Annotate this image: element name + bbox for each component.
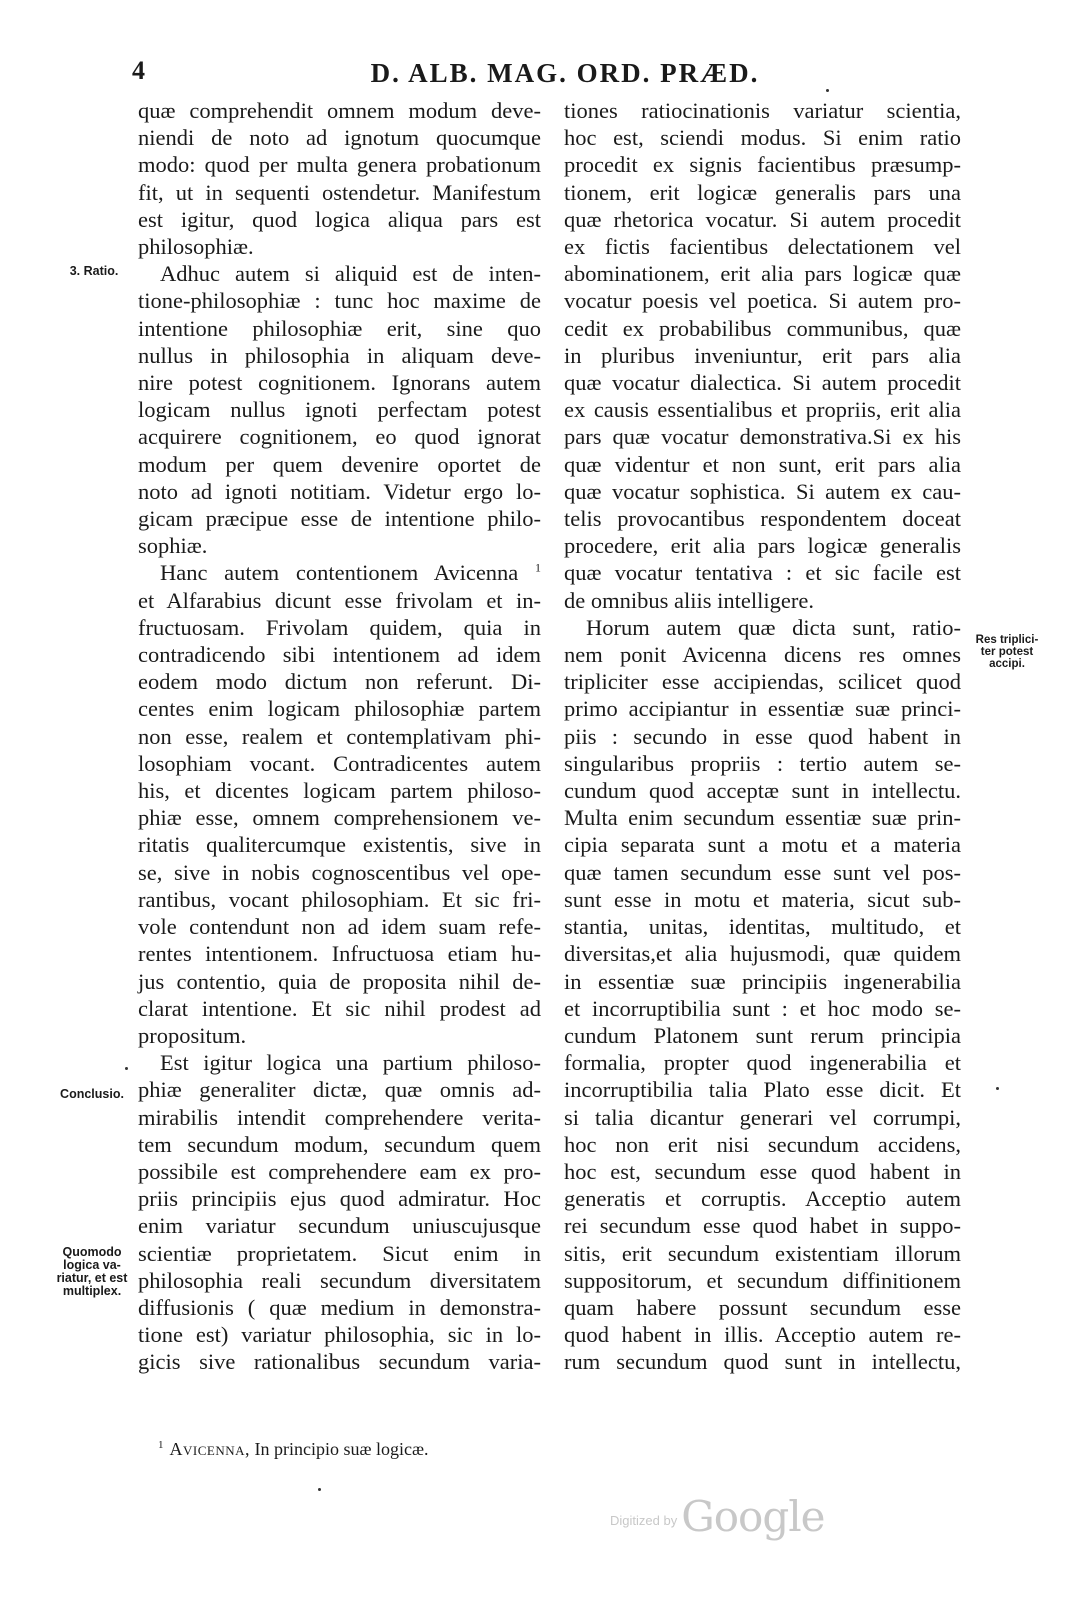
line-text: Horum autem quæ dicta sunt, ratio- — [586, 614, 961, 640]
line-text: Adhuc autem si aliquid est de inten- — [160, 261, 541, 287]
text-line — [138, 1104, 541, 1131]
line-text: incorruptibilia talia Plato esse dicit. Et — [564, 1077, 961, 1103]
watermark-prefix: Digitized by — [610, 1513, 678, 1528]
text-line — [138, 97, 541, 124]
footnote-author: Avicenna, — [169, 1439, 250, 1459]
margin-note-line: ter potest — [980, 646, 1034, 658]
text-line — [138, 260, 541, 287]
text-line — [138, 1022, 541, 1049]
line-text: telis provocantibus respondentem doceat — [564, 506, 961, 532]
text-line — [138, 478, 541, 505]
line-text: intentione philosophiæ erit, sine quo — [138, 315, 541, 341]
line-text: primo accipiantur in essentiæ suæ princi- — [564, 696, 961, 722]
line-text: est igitur, quod logica aliqua pars est — [138, 206, 541, 232]
text-line — [138, 369, 541, 396]
margin-note-line: multiplex. — [62, 1284, 122, 1298]
footnote-marker: 1 — [535, 560, 541, 575]
text-line — [138, 315, 541, 342]
text-line — [564, 995, 961, 1022]
line-text: modum per quem devenire oportet de — [138, 451, 541, 477]
text-line — [564, 559, 961, 586]
line-text: diffusionis ( quæ medium in demonstra- — [138, 1294, 541, 1320]
text-line — [138, 859, 541, 886]
line-text: Multa enim secundum essentiæ suæ prin- — [564, 805, 961, 831]
text-line — [564, 97, 961, 124]
text-line — [138, 1267, 541, 1294]
running-head: D. ALB. MAG. ORD. PRÆD. — [370, 58, 760, 88]
line-text: quæ vocatur tentativa : et sic facile est — [564, 560, 961, 586]
text-line — [564, 1049, 961, 1076]
text-line — [564, 260, 961, 287]
line-text: cundum quod acceptæ sunt in intellectu. — [564, 778, 961, 804]
text-line — [564, 614, 961, 641]
text-line — [564, 423, 961, 450]
line-text: si talia dicantur generari vel corrumpi, — [564, 1104, 961, 1130]
line-text: vocatur poesis vel poetica. Si autem pro- — [564, 288, 961, 314]
line-text: niendi de noto ad ignotum quocumque — [138, 125, 541, 151]
text-line — [564, 777, 961, 804]
text-line — [564, 1185, 961, 1212]
text-line — [564, 913, 961, 940]
line-text: gicam præcipue esse de intentione philo- — [138, 506, 541, 532]
footnote-text: In principio suæ logicæ. — [254, 1439, 429, 1459]
text-line — [138, 1240, 541, 1267]
line-text: quæ tamen secundum esse sunt vel pos- — [564, 859, 961, 885]
text-line — [564, 1022, 961, 1049]
line-text: ritatis qualitercumque existentis, sive in — [138, 832, 541, 858]
text-line — [564, 940, 961, 967]
margin-note-res — [962, 634, 1052, 670]
text-line — [564, 587, 961, 614]
text-line — [138, 1212, 541, 1239]
text-line — [564, 505, 961, 532]
text-line — [138, 505, 541, 532]
text-line — [564, 804, 961, 831]
line-text: phiæ esse, omnem comprehensionem ve- — [138, 805, 541, 831]
text-line — [564, 1294, 961, 1321]
line-text: quæ comprehendit omnem modum deve- — [138, 98, 541, 123]
line-text: philosophiæ. — [138, 234, 254, 260]
margin-note-line: accipi. — [989, 658, 1025, 670]
page-number: 4 — [132, 56, 145, 85]
text-line — [564, 641, 961, 668]
text-line — [564, 695, 961, 722]
line-text: acquirere cognitionem, eo quod ignorat — [138, 424, 541, 450]
text-line — [138, 1076, 541, 1103]
text-line — [138, 1321, 541, 1348]
line-text: priis principiis ejus quod admiratur. Hoc — [138, 1186, 541, 1212]
line-text: procedere, erit alia pars logicæ generalis — [564, 533, 961, 559]
line-text: rum secundum quod sunt in intellectu, — [564, 1349, 961, 1375]
line-text: cipia separata sunt a motu et a materia — [564, 832, 961, 858]
margin-note-line: riatur, et est — [56, 1271, 128, 1285]
text-line — [138, 886, 541, 913]
line-text: et incorruptibilia sunt : et hoc modo se- — [564, 995, 961, 1021]
line-text: Hanc autem contentionem Avicenna — [160, 560, 519, 586]
footnote — [158, 1439, 429, 1460]
text-line — [138, 1348, 541, 1375]
text-line — [564, 968, 961, 995]
line-text: sitis, erit secundum existentiam illorum — [564, 1240, 961, 1266]
line-text: gicis sive rationalibus secundum varia- — [138, 1349, 541, 1375]
text-line — [138, 451, 541, 478]
line-text: abominationem, erit alia pars logicæ quæ — [564, 261, 961, 287]
text-line — [138, 668, 541, 695]
speck — [125, 1067, 128, 1070]
text-line — [564, 151, 961, 178]
line-text: hoc non erit nisi secundum accidens, — [564, 1131, 961, 1157]
text-line — [138, 1294, 541, 1321]
line-text: rantibus, vocant philosophiam. Et sic fri- — [138, 886, 541, 912]
line-text: nem ponit Avicenna dicens res omnes — [564, 642, 961, 668]
line-text: pars quæ vocatur demonstrativa.Si ex his — [564, 424, 961, 450]
text-line — [564, 342, 961, 369]
text-line — [138, 206, 541, 233]
footnote-number: 1 — [158, 1439, 164, 1451]
line-text: fructuosam. Frivolam quidem, quia in — [138, 614, 541, 640]
text-line — [564, 1240, 961, 1267]
line-text: modo: quod per multa genera probationum — [138, 152, 541, 178]
margin-note-line: Res triplici- — [975, 634, 1039, 646]
line-text: suppositorum, et secundum diffinitionem — [564, 1267, 961, 1293]
line-text: eodem modo dictum non referunt. Di- — [138, 669, 541, 695]
text-line — [138, 423, 541, 450]
text-line — [138, 151, 541, 178]
margin-note-line: Quomodo — [62, 1245, 122, 1259]
line-text: ex fictis facientibus delectationem vel — [564, 234, 961, 260]
line-text: logicam nullus ignoti perfectam potest — [138, 397, 541, 423]
margin-note-conclusio: Conclusio. — [60, 1087, 124, 1101]
text-line — [138, 179, 541, 206]
text-line — [564, 478, 961, 505]
margin-note-ratio: 3. Ratio. — [69, 264, 119, 278]
text-line — [564, 668, 961, 695]
text-line — [138, 124, 541, 151]
text-line — [138, 587, 541, 614]
line-text: ex causis essentialibus et propriis, erit alia — [564, 397, 961, 423]
line-text: non esse, realem et contemplativam phi- — [138, 723, 541, 749]
text-line — [564, 886, 961, 913]
text-line — [564, 723, 961, 750]
text-line — [564, 1076, 961, 1103]
text-line — [138, 342, 541, 369]
line-text: et Alfarabius dicunt esse frivolam et in- — [138, 587, 541, 613]
digitized-watermark — [610, 1492, 825, 1541]
line-text: quam habere possunt secundum esse — [564, 1294, 961, 1320]
text-line — [564, 206, 961, 233]
text-line — [564, 532, 961, 559]
line-text: sunt esse in motu et materia, sicut sub- — [564, 886, 961, 912]
line-text: jus contentio, quia de proposita nihil de- — [138, 968, 541, 994]
text-line — [138, 777, 541, 804]
line-text: nullus in philosophia in aliquam deve- — [138, 342, 541, 368]
text-line — [564, 369, 961, 396]
line-text: nire potest cognitionem. Ignorans autem — [138, 370, 541, 396]
line-text: tem secundum modum, secundum quem — [138, 1131, 541, 1157]
line-text: philosophia reali secundum diversitatem — [138, 1267, 541, 1293]
line-text: Est igitur logica una partium philoso- — [160, 1050, 541, 1076]
line-text: singularibus propriis : tertio autem se- — [564, 750, 961, 776]
text-line — [564, 750, 961, 777]
line-text: enim variatur secundum uniuscujusque — [138, 1213, 541, 1239]
line-text: mirabilis intendit comprehendere verita- — [138, 1104, 541, 1130]
text-line — [138, 233, 541, 260]
line-text: quod habent in illis. Acceptio autem re- — [564, 1322, 961, 1348]
text-line — [138, 750, 541, 777]
text-line — [564, 1321, 961, 1348]
speck — [996, 1087, 999, 1090]
text-line — [564, 1104, 961, 1131]
text-line — [564, 1212, 961, 1239]
line-text: noto ad ignoti notitiam. Videtur ergo lo- — [138, 478, 541, 504]
line-text: tione-philosophiæ : tunc hoc maxime de — [138, 288, 541, 314]
line-text: de omnibus aliis intelligere. — [564, 587, 814, 613]
line-text: possibile est comprehendere eam ex pro- — [138, 1158, 541, 1184]
text-line — [138, 287, 541, 314]
text-line — [564, 1158, 961, 1185]
line-text: stantia, unitas, identitas, multitudo, et — [564, 914, 961, 940]
margin-note-line: logica va- — [63, 1258, 121, 1272]
left-text-column — [138, 97, 541, 1376]
text-line — [138, 559, 541, 586]
text-line — [138, 831, 541, 858]
text-line — [138, 1158, 541, 1185]
text-line — [564, 1267, 961, 1294]
line-text: rei secundum esse quod habet in suppo- — [564, 1213, 961, 1239]
line-text: tiones ratiocinationis variatur scientia, — [564, 98, 961, 123]
line-text: scientiæ proprietatem. Sicut enim in — [138, 1240, 541, 1266]
line-text: cundum Platonem sunt rerum principia — [564, 1022, 961, 1048]
line-text: generatis et corruptis. Acceptio autem — [564, 1186, 961, 1212]
text-line — [564, 396, 961, 423]
text-line — [564, 451, 961, 478]
speck — [826, 89, 829, 92]
text-line — [564, 1131, 961, 1158]
text-line — [564, 315, 961, 342]
line-text: centes enim logicam philosophiæ partem — [138, 696, 541, 722]
text-line — [138, 614, 541, 641]
line-text: procedit ex signis facientibus præsump- — [564, 152, 961, 178]
line-text: quæ vocatur sophistica. Si autem ex cau- — [564, 478, 961, 504]
line-text: rentes intentionem. Infructuosa etiam hu- — [138, 941, 541, 967]
line-text: phiæ generaliter dictæ, quæ omnis ad- — [138, 1077, 541, 1103]
text-line — [564, 287, 961, 314]
text-line — [138, 1049, 541, 1076]
text-line — [138, 532, 541, 559]
text-line — [564, 179, 961, 206]
text-line — [138, 723, 541, 750]
line-text: hoc est, secundum esse quod habent in — [564, 1158, 961, 1184]
text-line — [138, 995, 541, 1022]
line-text: fit, ut in sequenti ostendetur. Manifestum — [138, 179, 541, 205]
line-text: quæ vocatur dialectica. Si autem procedit — [564, 370, 961, 396]
line-text: piis : secundo in esse quod habent in — [564, 723, 961, 749]
text-line — [138, 1131, 541, 1158]
line-text: tione est) variatur philosophia, sic in lo- — [138, 1322, 541, 1348]
line-text: diversitas,et alia hujusmodi, quæ quidem — [564, 941, 961, 967]
line-text: formalia, propter quod ingenerabilia et — [564, 1050, 961, 1076]
line-text: contradicendo sibi intentionem ad idem — [138, 642, 541, 668]
line-text: tionem, erit logicæ generalis pars una — [564, 179, 961, 205]
line-text: quæ videntur et non sunt, erit pars alia — [564, 451, 961, 477]
line-text: losophiam vocant. Contradicentes autem — [138, 750, 541, 776]
line-text: clarat intentione. Et sic nihil prodest ad — [138, 995, 541, 1021]
text-line — [138, 1185, 541, 1212]
text-line — [564, 124, 961, 151]
text-line — [564, 831, 961, 858]
line-text: in essentiæ suæ principiis ingenerabilia — [564, 968, 961, 994]
line-text: vole contendunt non ad idem suam refe- — [138, 914, 541, 940]
line-text: propositum. — [138, 1022, 247, 1048]
line-text: sophiæ. — [138, 533, 208, 559]
line-text: hoc est, sciendi modus. Si enim ratio — [564, 125, 961, 151]
line-text: in pluribus inveniuntur, erit pars alia — [564, 342, 961, 368]
text-line — [138, 396, 541, 423]
text-line — [138, 940, 541, 967]
text-line — [564, 859, 961, 886]
text-line — [564, 1348, 961, 1375]
line-text: his, et dicentes logicam partem philoso- — [138, 778, 541, 804]
line-text: tripliciter esse accipiendas, scilicet quod — [564, 669, 961, 695]
line-text: cedit ex probabilibus communibus, quæ — [564, 315, 961, 341]
text-line — [138, 804, 541, 831]
right-text-column — [564, 97, 961, 1376]
google-logo: Google — [681, 1492, 825, 1541]
margin-note-quomodo — [48, 1246, 136, 1298]
line-text: quæ rhetorica vocatur. Si autem procedit — [564, 206, 961, 232]
speck — [318, 1488, 321, 1491]
text-line — [564, 233, 961, 260]
text-line — [138, 695, 541, 722]
text-line — [138, 913, 541, 940]
text-line — [138, 641, 541, 668]
text-line — [138, 968, 541, 995]
line-text: se, sive in nobis cognoscentibus vel ope- — [138, 859, 541, 885]
